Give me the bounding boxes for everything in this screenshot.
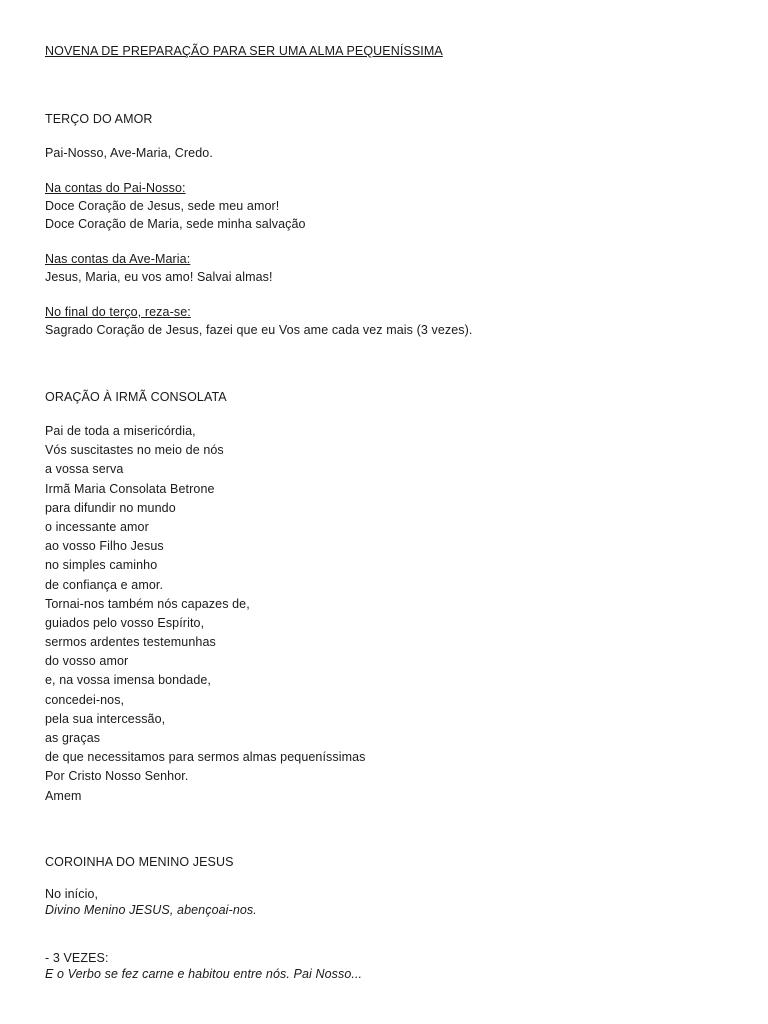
terco-intro-line: Pai-Nosso, Ave-Maria, Credo. — [45, 146, 213, 160]
oracao-line: sermos ardentes testemunhas — [45, 635, 216, 650]
pai-nosso-line: Doce Coração de Jesus, sede meu amor! — [45, 199, 280, 213]
oracao-line: Pai de toda a misericórdia, — [45, 424, 196, 438]
oracao-line: de que necessitamos para sermos almas pequeníssimas — [45, 750, 366, 765]
final-line: Sagrado Coração de Jesus, fazei que eu Vos ame cada vez mais (3 vezes). — [45, 323, 473, 337]
final-section — [45, 303, 472, 339]
pai-nosso-section — [45, 179, 306, 233]
oracao-line: de confiança e amor. — [45, 577, 164, 592]
coroinha-vezes-line: E o Verbo se fez carne e habitou entre nós. Pai Nosso... — [45, 967, 363, 981]
coroinha-heading: COROINHA DO MENINO JESUS — [45, 855, 234, 869]
oracao-line: ao vosso Filho Jesus — [45, 539, 164, 554]
oracao-heading: ORAÇÃO À IRMÃ CONSOLATA — [45, 390, 227, 404]
oracao-line: o incessante amor — [45, 519, 149, 534]
document-title: NOVENA DE PREPARAÇÃO PARA SER UMA ALMA PEQUENÍSSIMA — [45, 44, 443, 58]
coroinha-vezes — [45, 950, 362, 982]
oracao-line: as graças — [45, 731, 101, 745]
oracao-line: a vossa serva — [45, 462, 124, 477]
pai-nosso-line: Doce Coração de Maria, sede minha salvação — [45, 217, 306, 231]
terco-intro — [45, 144, 213, 163]
oracao-body — [45, 422, 366, 806]
coroinha-inicio — [45, 886, 257, 918]
final-label: No final do terço, reza-se: — [45, 305, 191, 319]
oracao-line: Irmã Maria Consolata Betrone — [45, 481, 215, 496]
oracao-line: Vós suscitastes no meio de nós — [45, 443, 224, 458]
coroinha-vezes-label: - 3 VEZES: — [45, 951, 109, 965]
ave-maria-label: Nas contas da Ave-Maria: — [45, 252, 191, 266]
oracao-line: Por Cristo Nosso Senhor. — [45, 769, 189, 784]
oracao-line: do vosso amor — [45, 654, 129, 669]
oracao-line: pela sua intercessão, — [45, 711, 166, 726]
oracao-line: Tornai-nos também nós capazes de, — [45, 596, 250, 611]
coroinha-inicio-line: Divino Menino JESUS, abençoai-nos. — [45, 903, 257, 917]
coroinha-inicio-label: No início, — [45, 887, 99, 901]
ave-maria-line: Jesus, Maria, eu vos amo! Salvai almas! — [45, 270, 273, 284]
oracao-line: no simples caminho — [45, 558, 158, 573]
oracao-line: concedei-nos, — [45, 692, 125, 707]
pai-nosso-label: Na contas do Pai-Nosso: — [45, 181, 186, 195]
oracao-line: e, na vossa imensa bondade, — [45, 673, 212, 688]
oracao-line: para difundir no mundo — [45, 500, 176, 515]
oracao-line: Amem — [45, 788, 82, 803]
oracao-line: guiados pelo vosso Espírito, — [45, 615, 205, 630]
terco-heading: TERÇO DO AMOR — [45, 112, 153, 126]
ave-maria-section — [45, 250, 273, 286]
